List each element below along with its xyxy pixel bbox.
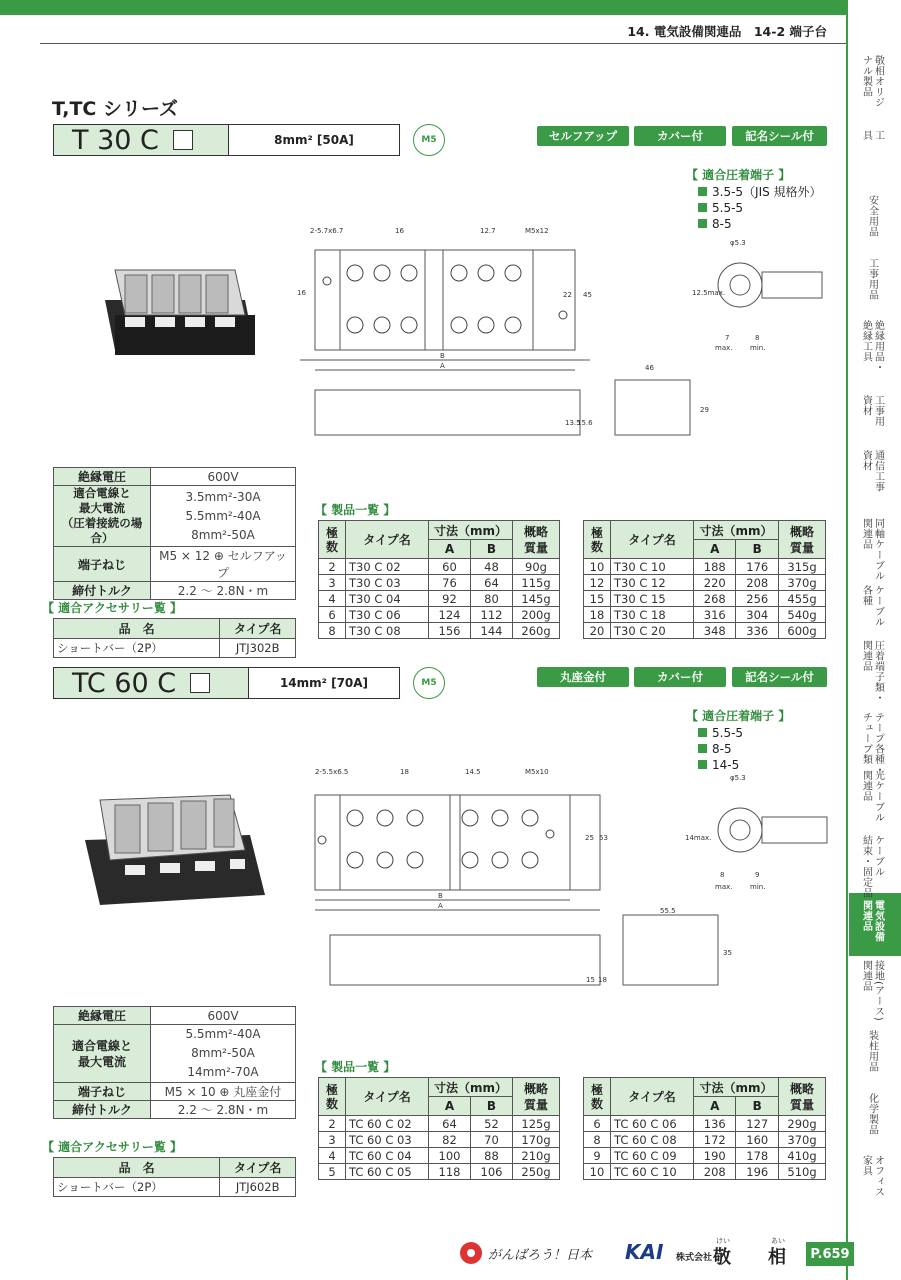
index-item-label: オフィス — [872, 1155, 884, 1197]
t30-spec-table: 絶縁電圧 600V 適合電線と 最大電流 （圧着接続の場合） 3.5mm²-30A 5.5mm²-40A 8mm²-50A 端子ねじ M5 × 12 ⊕ セルフアップ 締付トルク 2.2 ～ 2.8N・m — [53, 467, 296, 600]
svg-text:14.5: 14.5 — [465, 768, 481, 776]
index-item-label: 工事用 — [872, 395, 884, 427]
header-rule — [40, 43, 846, 44]
table-cell: 144 — [470, 623, 512, 639]
flower-logo-icon — [458, 1240, 484, 1266]
list-item: 5.5-5 — [698, 200, 822, 216]
table-row — [319, 559, 560, 575]
index-item-label: 関連品 — [860, 960, 872, 992]
table-row — [319, 607, 560, 623]
table-cell: 196 — [736, 1164, 779, 1180]
svg-text:16: 16 — [297, 289, 306, 297]
tc60-product-table-left — [318, 1077, 560, 1180]
footer-slogan: がんばろう！日本 — [458, 1240, 592, 1266]
table-cell: 178 — [736, 1148, 779, 1164]
index-item-label: 化学製品 — [866, 1093, 878, 1135]
table-cell: 208 — [736, 575, 779, 591]
index-item[interactable] — [852, 1030, 892, 1072]
index-item[interactable] — [852, 258, 892, 300]
table-cell: 8 — [319, 623, 346, 639]
table-cell: 10 — [584, 1164, 611, 1180]
table-cell: T30 C 20 — [611, 623, 694, 639]
svg-text:min.: min. — [750, 883, 766, 891]
header-poles: 極 数 — [319, 521, 346, 559]
table-cell: TC 60 C 09 — [611, 1148, 694, 1164]
table-cell: 12 — [584, 575, 611, 591]
svg-text:12.7: 12.7 — [480, 227, 496, 235]
svg-text:25: 25 — [585, 834, 594, 842]
table-cell: 260g — [513, 623, 560, 639]
index-item-label: 結束・固定品 — [860, 835, 872, 898]
index-item-label: ケーブル — [872, 585, 884, 627]
svg-text:B: B — [440, 352, 445, 360]
index-item[interactable] — [852, 55, 892, 108]
index-item-label: 電気設備 — [872, 900, 884, 942]
index-item[interactable] — [852, 450, 892, 492]
header-a: A — [429, 540, 471, 559]
index-item[interactable] — [852, 195, 892, 237]
table-cell: 176 — [736, 559, 779, 575]
table-row — [319, 1132, 560, 1148]
table-row — [319, 591, 560, 607]
table-cell: 3 — [319, 1132, 346, 1148]
table-cell: 88 — [470, 1148, 512, 1164]
company-ruby-2: あい — [771, 1237, 785, 1245]
tc60-prod-title: 【 製品一覧 】 — [315, 1060, 396, 1074]
t30-crimp-title: 【 適合圧着端子 】 — [686, 168, 791, 182]
index-item-label: 同軸ケーブル — [872, 518, 884, 581]
table-cell: 52 — [470, 1116, 512, 1132]
header-a: A — [694, 540, 736, 559]
svg-text:max.: max. — [715, 344, 733, 352]
index-item[interactable] — [852, 320, 892, 373]
table-cell: 540g — [779, 607, 826, 623]
table-cell: 82 — [429, 1132, 471, 1148]
svg-text:22: 22 — [563, 291, 572, 299]
table-cell: 200g — [513, 607, 560, 623]
index-item[interactable] — [852, 960, 892, 1021]
table-cell: 10 — [584, 559, 611, 575]
tc60-badge-cover: カバー付 — [634, 667, 726, 687]
t30-badge-nameseal: 記名シール付 — [732, 126, 827, 146]
table-row — [584, 559, 826, 575]
table-cell: 160 — [736, 1132, 779, 1148]
tc60-badge-washer: 丸座金付 — [537, 667, 629, 687]
table-cell: 172 — [694, 1132, 736, 1148]
table-cell: 124 — [429, 607, 471, 623]
header-b: B — [736, 540, 779, 559]
table-cell: 80 — [470, 591, 512, 607]
index-item-label: 各種 — [860, 585, 872, 606]
table-cell: 315g — [779, 559, 826, 575]
table-row — [584, 1148, 826, 1164]
index-item[interactable] — [852, 130, 892, 141]
table-cell: 410g — [779, 1148, 826, 1164]
table-cell: 92 — [429, 591, 471, 607]
t30-side-and-crimp-drawing — [600, 220, 840, 440]
svg-text:18: 18 — [598, 976, 607, 984]
table-cell: TC 60 C 02 — [346, 1116, 429, 1132]
svg-text:15.6: 15.6 — [577, 419, 593, 427]
top-green-bar — [0, 0, 846, 15]
index-item-label: 関連品 — [860, 900, 872, 932]
header-b: B — [470, 540, 512, 559]
table-cell: 70 — [470, 1132, 512, 1148]
t30-accessory-table: 品 名 タイプ名 ショートバー（2P） JTJ302B — [53, 618, 296, 658]
t30-product-table-right — [583, 520, 826, 639]
svg-text:14max.: 14max. — [685, 834, 712, 842]
table-cell: 220 — [694, 575, 736, 591]
svg-text:A: A — [440, 362, 445, 370]
table-cell: 316 — [694, 607, 736, 623]
header-weight: 概略 質量 — [513, 1078, 560, 1116]
table-row — [584, 575, 826, 591]
table-cell: 304 — [736, 607, 779, 623]
header-a: A — [694, 1097, 736, 1116]
index-item[interactable] — [852, 835, 892, 898]
index-item-label: 装柱用品 — [866, 1030, 878, 1072]
table-row — [319, 575, 560, 591]
svg-text:53: 53 — [599, 834, 608, 842]
svg-text:2-5.7x6.7: 2-5.7x6.7 — [310, 227, 344, 235]
svg-text:35: 35 — [723, 949, 732, 957]
table-row — [319, 1148, 560, 1164]
header-poles: 極 数 — [584, 1078, 611, 1116]
list-item: 3.5-5（JIS 規格外） — [698, 184, 822, 200]
tc60-crimp-title: 【 適合圧着端子 】 — [686, 709, 791, 723]
tc60-dimension-drawing — [310, 760, 620, 1000]
index-item-label: 光ケーブル — [872, 770, 884, 823]
kai-logo: KAI — [625, 1240, 664, 1264]
list-item: 14-5 — [698, 757, 743, 773]
svg-text:55.5: 55.5 — [660, 907, 676, 915]
table-cell: 145g — [513, 591, 560, 607]
table-cell: 3 — [319, 575, 346, 591]
tc60-m5-badge: M5 — [413, 667, 445, 699]
index-item-label: 絶縁工具 — [860, 320, 872, 362]
svg-text:7: 7 — [725, 334, 730, 342]
header-b: B — [736, 1097, 779, 1116]
tc60-product-table-right — [583, 1077, 826, 1180]
table-cell: TC 60 C 10 — [611, 1164, 694, 1180]
svg-text:M5x12: M5x12 — [525, 227, 549, 235]
table-cell: 136 — [694, 1116, 736, 1132]
header-b: B — [470, 1097, 512, 1116]
table-row — [319, 623, 560, 639]
table-cell: 370g — [779, 1132, 826, 1148]
index-item-label: チューブ類 — [860, 712, 872, 765]
t30-model-name: T 30 C — [54, 125, 229, 155]
table-row — [319, 1116, 560, 1132]
svg-text:18: 18 — [400, 768, 409, 776]
table-row — [584, 1132, 826, 1148]
svg-text:12.5max.: 12.5max. — [692, 289, 726, 297]
table-cell: 256 — [736, 591, 779, 607]
table-cell: 20 — [584, 623, 611, 639]
company-prefix: 株式会社 — [676, 1253, 713, 1263]
table-row — [584, 1116, 826, 1132]
svg-text:max.: max. — [715, 883, 733, 891]
table-row — [584, 591, 826, 607]
t30-product-table-left — [318, 520, 560, 639]
table-cell: 112 — [470, 607, 512, 623]
index-item-label: 圧着端子類・ — [872, 640, 884, 703]
table-cell: T30 C 12 — [611, 575, 694, 591]
table-cell: 188 — [694, 559, 736, 575]
header-dims: 寸法（mm） — [694, 1078, 779, 1097]
t30-model-spec: 8mm² [50A] — [274, 133, 354, 147]
table-cell: 48 — [470, 559, 512, 575]
table-cell: 15 — [584, 591, 611, 607]
index-item-label: 関連品 — [860, 518, 872, 550]
tc60-product-photo — [80, 790, 280, 915]
t30-prod-title: 【 製品一覧 】 — [315, 503, 396, 517]
svg-text:8: 8 — [720, 871, 725, 879]
t30-badge-selfup: セルフアップ — [537, 126, 629, 146]
t30-m5-badge: M5 — [413, 124, 445, 156]
table-cell: 115g — [513, 575, 560, 591]
index-item-label: 工事用品 — [866, 258, 878, 300]
table-cell: 4 — [319, 1148, 346, 1164]
table-cell: 4 — [319, 591, 346, 607]
header-poles: 極 数 — [319, 1078, 346, 1116]
series-title: T,TC シリーズ — [52, 98, 179, 120]
page-header: 14. 電気設備関連品 14-2 端子台 — [627, 24, 827, 39]
table-cell: T30 C 18 — [611, 607, 694, 623]
table-cell: 510g — [779, 1164, 826, 1180]
svg-text:φ5.3: φ5.3 — [730, 239, 746, 247]
index-item[interactable] — [852, 770, 892, 823]
header-dims: 寸法（mm） — [429, 1078, 513, 1097]
table-cell: TC 60 C 03 — [346, 1132, 429, 1148]
table-cell: 2 — [319, 1116, 346, 1132]
header-poles: 極 数 — [584, 521, 611, 559]
index-item-label: 接地(アース) — [872, 960, 884, 1022]
table-cell: T30 C 02 — [346, 559, 429, 575]
table-cell: 18 — [584, 607, 611, 623]
t30-model-box — [53, 124, 400, 156]
index-item-label: 敬相オリジ — [872, 55, 884, 108]
t30-badge-cover: カバー付 — [634, 126, 726, 146]
index-item-label: 資材 — [860, 395, 872, 416]
tc60-model-box — [53, 667, 400, 699]
table-cell: T30 C 08 — [346, 623, 429, 639]
company-name-1: 敬 — [713, 1247, 731, 1268]
svg-text:M5x10: M5x10 — [525, 768, 549, 776]
header-dims: 寸法（mm） — [694, 521, 779, 540]
index-item[interactable] — [852, 518, 892, 581]
index-item-label: テープ各種・ — [872, 712, 884, 775]
company-ruby-1: けい — [716, 1237, 730, 1245]
index-item-label: 資材 — [860, 450, 872, 471]
table-cell: 90g — [513, 559, 560, 575]
index-item-label: 家具 — [860, 1155, 872, 1176]
tc60-badge-nameseal: 記名シール付 — [732, 667, 827, 687]
table-cell: T30 C 10 — [611, 559, 694, 575]
index-item-label: 通信工事 — [872, 450, 884, 492]
table-cell: 156 — [429, 623, 471, 639]
table-cell: T30 C 06 — [346, 607, 429, 623]
svg-text:29: 29 — [700, 406, 709, 414]
index-item[interactable] — [852, 585, 892, 627]
table-cell: 76 — [429, 575, 471, 591]
table-cell: TC 60 C 05 — [346, 1164, 429, 1180]
checkbox-square-icon — [190, 673, 210, 693]
index-item-label: 関連品 — [860, 770, 872, 802]
header-type: タイプ名 — [611, 521, 694, 559]
svg-text:min.: min. — [750, 344, 766, 352]
table-cell: T30 C 03 — [346, 575, 429, 591]
table-cell: 118 — [429, 1164, 471, 1180]
index-item-label: ケーブル — [872, 835, 884, 877]
svg-text:B: B — [438, 892, 443, 900]
page-number: P.659 — [806, 1242, 854, 1266]
table-cell: 336 — [736, 623, 779, 639]
list-item: 5.5-5 — [698, 725, 743, 741]
header-weight: 概略 質量 — [779, 521, 826, 559]
table-row — [584, 1164, 826, 1180]
table-cell: 2 — [319, 559, 346, 575]
index-item[interactable] — [852, 712, 892, 775]
index-item-label: ナル製品 — [860, 55, 872, 97]
header-weight: 概略 質量 — [513, 521, 560, 559]
index-item[interactable] — [852, 900, 892, 942]
table-cell: 250g — [513, 1164, 560, 1180]
list-item: 8-5 — [698, 741, 743, 757]
svg-text:45: 45 — [583, 291, 592, 299]
svg-text:15: 15 — [586, 976, 595, 984]
tc60-spec-table: 絶縁電圧 600V 適合電線と 最大電流 5.5mm²-40A 8mm²-50A 14mm²-70A 端子ねじ M5 × 10 ⊕ 丸座金付 締付トルク 2.2 ～ 2.8N・m — [53, 1006, 296, 1119]
table-cell: 100 — [429, 1148, 471, 1164]
header-a: A — [429, 1097, 471, 1116]
table-cell: 5 — [319, 1164, 346, 1180]
table-cell: 6 — [319, 607, 346, 623]
header-type: タイプ名 — [346, 521, 429, 559]
table-cell: 170g — [513, 1132, 560, 1148]
tc60-accessory-table: 品 名 タイプ名 ショートバー（2P） JTJ602B — [53, 1157, 296, 1197]
index-item-label: 工 — [872, 130, 884, 141]
index-item[interactable] — [852, 640, 892, 703]
index-item-label: 安全用品 — [866, 195, 878, 237]
table-cell: T30 C 04 — [346, 591, 429, 607]
table-cell: 64 — [470, 575, 512, 591]
company-name-2: 相 — [768, 1247, 786, 1268]
table-cell: 208 — [694, 1164, 736, 1180]
svg-text:16: 16 — [395, 227, 404, 235]
checkbox-square-icon — [173, 130, 193, 150]
table-cell: 268 — [694, 591, 736, 607]
index-item-label: 関連品 — [860, 640, 872, 672]
svg-text:13.5: 13.5 — [565, 419, 581, 427]
table-cell: TC 60 C 08 — [611, 1132, 694, 1148]
svg-text:φ5.3: φ5.3 — [730, 774, 746, 782]
tc60-side-and-crimp-drawing — [615, 765, 840, 1005]
table-cell: 60 — [429, 559, 471, 575]
header-weight: 概略 質量 — [779, 1078, 826, 1116]
table-cell: 290g — [779, 1116, 826, 1132]
table-cell: 127 — [736, 1116, 779, 1132]
svg-text:9: 9 — [755, 871, 760, 879]
index-rail — [846, 0, 848, 1280]
table-row — [584, 623, 826, 639]
table-cell: 6 — [584, 1116, 611, 1132]
table-cell: 370g — [779, 575, 826, 591]
table-cell: 106 — [470, 1164, 512, 1180]
index-item[interactable] — [852, 1093, 892, 1135]
index-item[interactable] — [852, 395, 892, 427]
table-cell: TC 60 C 06 — [611, 1116, 694, 1132]
t30-acc-title: 【 適合アクセサリー覧 】 — [42, 601, 182, 615]
t30-product-photo — [95, 255, 265, 375]
tc60-acc-title: 【 適合アクセサリー覧 】 — [42, 1140, 182, 1154]
table-cell: 600g — [779, 623, 826, 639]
table-cell: T30 C 15 — [611, 591, 694, 607]
t30-dimension-drawing — [295, 215, 605, 445]
table-cell: 190 — [694, 1148, 736, 1164]
index-item-label: 具 — [860, 130, 872, 141]
header-type: タイプ名 — [346, 1078, 429, 1116]
tc60-model-name: TC 60 C — [54, 668, 249, 698]
table-cell: 210g — [513, 1148, 560, 1164]
table-cell: 455g — [779, 591, 826, 607]
header-dims: 寸法（mm） — [429, 521, 513, 540]
index-item-label: 絶縁用品・ — [872, 320, 884, 373]
tc60-model-spec: 14mm² [70A] — [279, 676, 369, 690]
table-cell: TC 60 C 04 — [346, 1148, 429, 1164]
table-row — [319, 1164, 560, 1180]
table-cell: 125g — [513, 1116, 560, 1132]
index-item[interactable] — [852, 1155, 892, 1197]
table-cell: 64 — [429, 1116, 471, 1132]
svg-text:2-5.5x6.5: 2-5.5x6.5 — [315, 768, 349, 776]
table-cell: 348 — [694, 623, 736, 639]
list-item: 8-5 — [698, 216, 822, 232]
svg-text:8: 8 — [755, 334, 760, 342]
header-type: タイプ名 — [611, 1078, 694, 1116]
table-cell: 9 — [584, 1148, 611, 1164]
svg-text:46: 46 — [645, 364, 654, 372]
table-cell: 8 — [584, 1132, 611, 1148]
svg-text:A: A — [438, 902, 443, 910]
category-index — [852, 0, 892, 1240]
table-row — [584, 607, 826, 623]
